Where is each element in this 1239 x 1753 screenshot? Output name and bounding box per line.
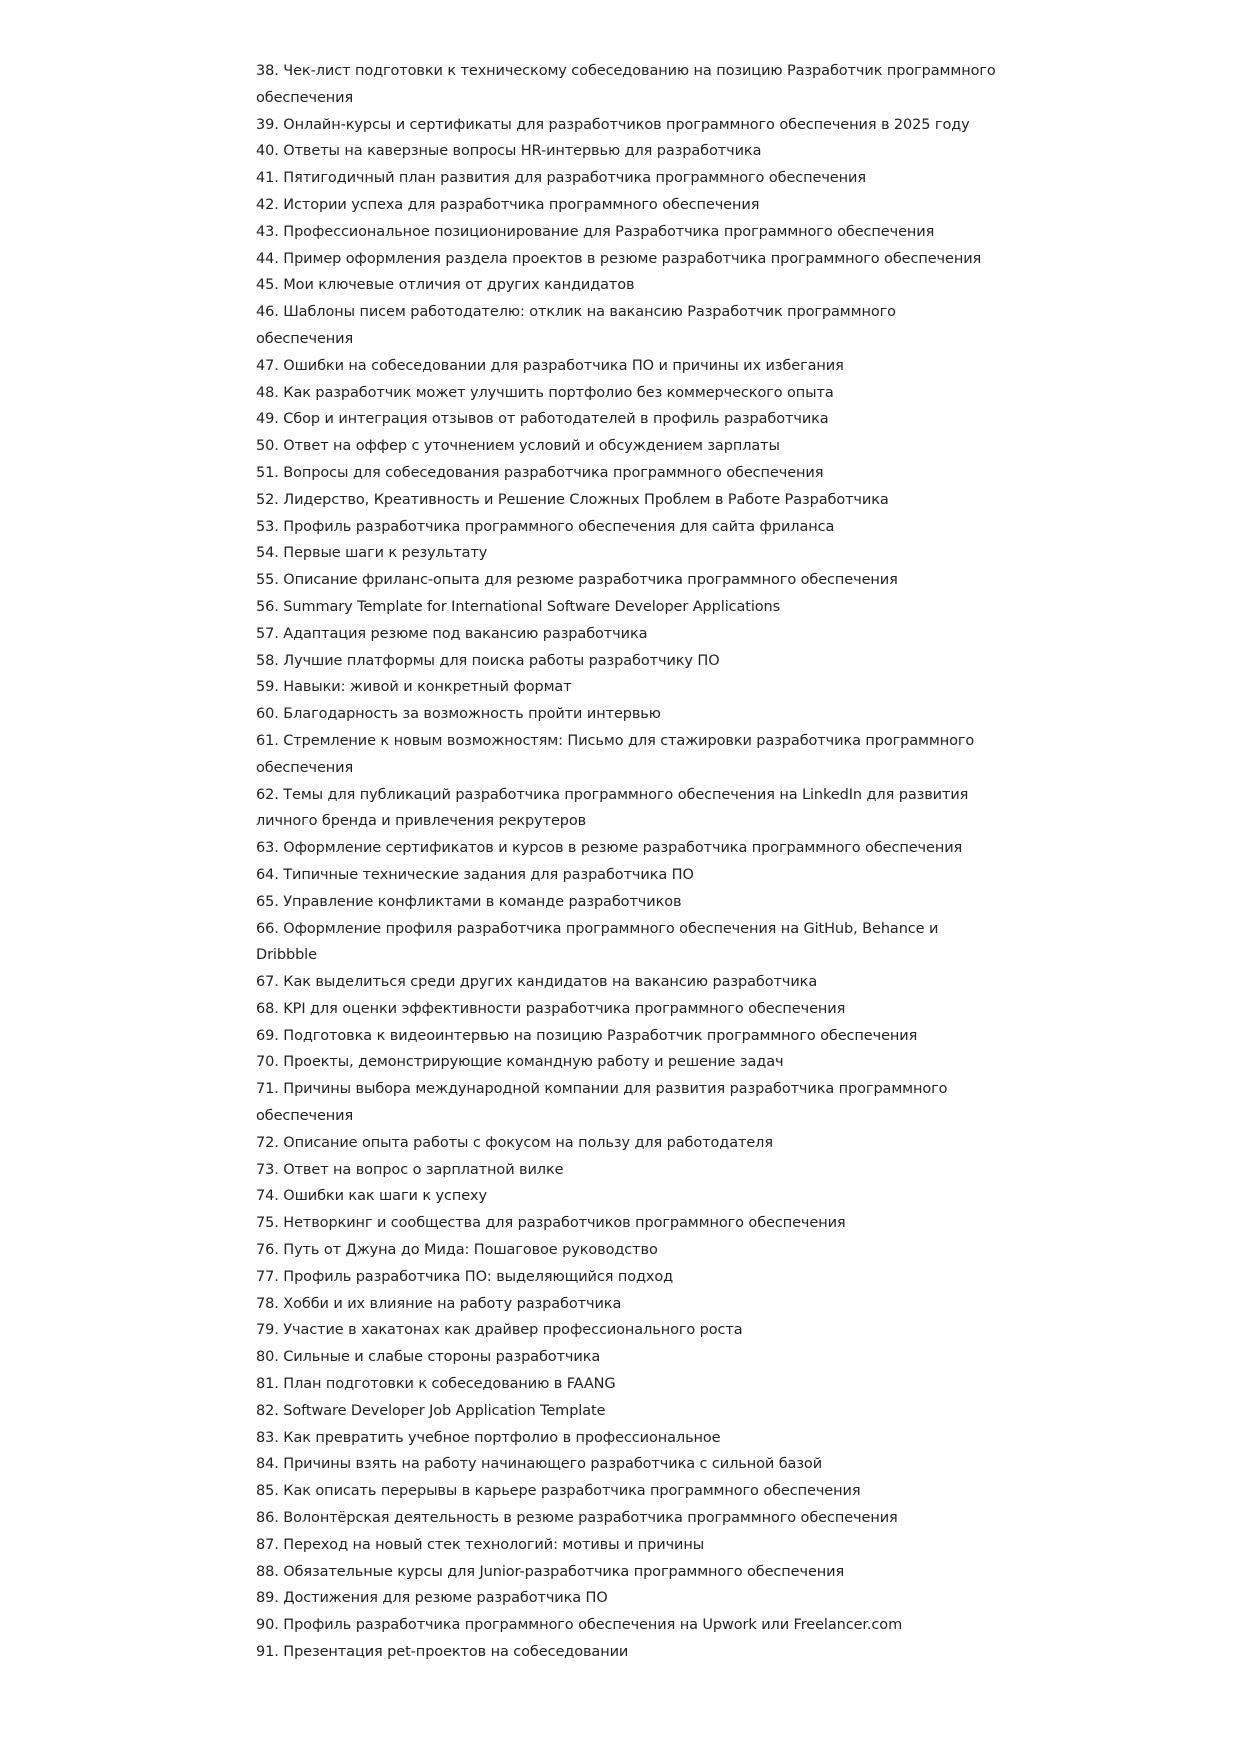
list-item: 85. Как описать перерывы в карьере разработчика программного обеспечения <box>256 1483 861 1500</box>
list-item: 89. Достижения для резюме разработчика ПО <box>256 1590 608 1607</box>
list-item: 67. Как выделиться среди других кандидатов на вакансию разработчика <box>256 974 818 991</box>
list-item: 81. План подготовки к собеседованию в FAANG <box>256 1376 616 1393</box>
list-item: 72. Описание опыта работы с фокусом на пользу для работодателя <box>256 1134 773 1151</box>
list-item: 74. Ошибки как шаги к успеху <box>256 1188 488 1205</box>
list-item: 73. Ответ на вопрос о зарплатной вилке <box>256 1161 564 1178</box>
list-item: 42. Истории успеха для разработчика программного обеспечения <box>256 196 760 213</box>
list-item: 61. Стремление к новым возможностям: Письмо для стажировки разработчика программного обеспечения <box>256 732 975 776</box>
article-list <box>256 58 996 1666</box>
list-item: 53. Профиль разработчика программного обеспечения для сайта фриланса <box>256 518 835 535</box>
list-item: 56. Summary Template for International Software Developer Applications <box>256 598 781 615</box>
list-item: 44. Пример оформления раздела проектов в резюме разработчика программного обеспечения <box>256 250 982 267</box>
list-item: 77. Профиль разработчика ПО: выделяющийся подход <box>256 1268 674 1285</box>
list-item: 49. Сбор и интеграция отзывов от работодателей в профиль разработчика <box>256 411 829 428</box>
list-item: 69. Подготовка к видеоинтервью на позицию Разработчик программного обеспечения <box>256 1027 918 1044</box>
list-item: 79. Участие в хакатонах как драйвер профессионального роста <box>256 1322 743 1339</box>
list-item: 78. Хобби и их влияние на работу разработчика <box>256 1295 622 1312</box>
list-item: 82. Software Developer Job Application Template <box>256 1402 606 1419</box>
list-item: 90. Профиль разработчика программного обеспечения на Upwork или Freelancer.com <box>256 1617 903 1634</box>
list-item: 76. Путь от Джуна до Мида: Пошаговое руководство <box>256 1242 658 1259</box>
list-item: 68. KPI для оценки эффективности разработчика программного обеспечения <box>256 1000 846 1017</box>
list-item: 57. Адаптация резюме под вакансию разработчика <box>256 625 648 642</box>
list-item: 64. Типичные технические задания для разработчика ПО <box>256 866 694 883</box>
list-item: 55. Описание фриланс-опыта для резюме разработчика программного обеспечения <box>256 572 898 589</box>
list-item: 45. Мои ключевые отличия от других кандидатов <box>256 277 635 294</box>
list-item: 75. Нетворкинг и сообщества для разработчиков программного обеспечения <box>256 1215 846 1232</box>
list-item: 39. Онлайн-курсы и сертификаты для разработчиков программного обеспечения в 2025 году <box>256 116 970 133</box>
list-item: 60. Благодарность за возможность пройти интервью <box>256 706 661 723</box>
list-item: 52. Лидерство, Креативность и Решение Сложных Проблем в Работе Разработчика <box>256 491 889 508</box>
list-item: 84. Причины взять на работу начинающего разработчика с сильной базой <box>256 1456 823 1473</box>
list-item: 54. Первые шаги к результату <box>256 545 488 562</box>
list-item: 38. Чек-лист подготовки к техническому собеседованию на позицию Разработчик программного обеспечения <box>256 63 996 106</box>
list-item: 40. Ответы на каверзные вопросы HR-интервью для разработчика <box>256 143 762 160</box>
list-item: 65. Управление конфликтами в команде разработчиков <box>256 893 682 910</box>
list-item: 43. Профессиональное позиционирование для Разработчика программного обеспечения <box>256 223 935 240</box>
list-item: 59. Навыки: живой и конкретный формат <box>256 679 572 696</box>
list-item: 91. Презентация pet-проектов на собеседовании <box>256 1644 629 1661</box>
list-item: 66. Оформление профиля разработчика программного обеспечения на GitHub, Behance и Dribbble <box>256 920 939 964</box>
list-item: 87. Переход на новый стек технологий: мотивы и причины <box>256 1536 705 1553</box>
list-item: 71. Причины выбора международной компании для развития разработчика программного обеспечения <box>256 1081 948 1125</box>
list-item: 83. Как превратить учебное портфолио в профессиональное <box>256 1429 721 1446</box>
list-item: 47. Ошибки на собеседовании для разработчика ПО и причины их избегания <box>256 357 844 374</box>
list-item: 58. Лучшие платформы для поиска работы разработчику ПО <box>256 652 720 669</box>
list-item: 70. Проекты, демонстрирующие командную работу и решение задач <box>256 1054 784 1071</box>
list-item: 80. Сильные и слабые стороны разработчика <box>256 1349 601 1366</box>
list-item: 86. Волонтёрская деятельность в резюме разработчика программного обеспечения <box>256 1510 898 1527</box>
list-item: 88. Обязательные курсы для Junior-разработчика программного обеспечения <box>256 1563 845 1580</box>
list-item: 46. Шаблоны писем работодателю: отклик на вакансию Разработчик программного обеспечения <box>256 304 896 347</box>
list-item: 41. Пятигодичный план развития для разработчика программного обеспечения <box>256 170 866 187</box>
list-item: 62. Темы для публикаций разработчика программного обеспечения на LinkedIn для развития личного бренда и привлечения рекрутеров <box>256 786 969 830</box>
list-item: 50. Ответ на оффер с уточнением условий и обсуждением зарплаты <box>256 438 780 455</box>
list-item: 48. Как разработчик может улучшить портфолио без коммерческого опыта <box>256 384 834 401</box>
list-item: 51. Вопросы для собеседования разработчика программного обеспечения <box>256 464 824 481</box>
list-item: 63. Оформление сертификатов и курсов в резюме разработчика программного обеспечения <box>256 840 963 857</box>
